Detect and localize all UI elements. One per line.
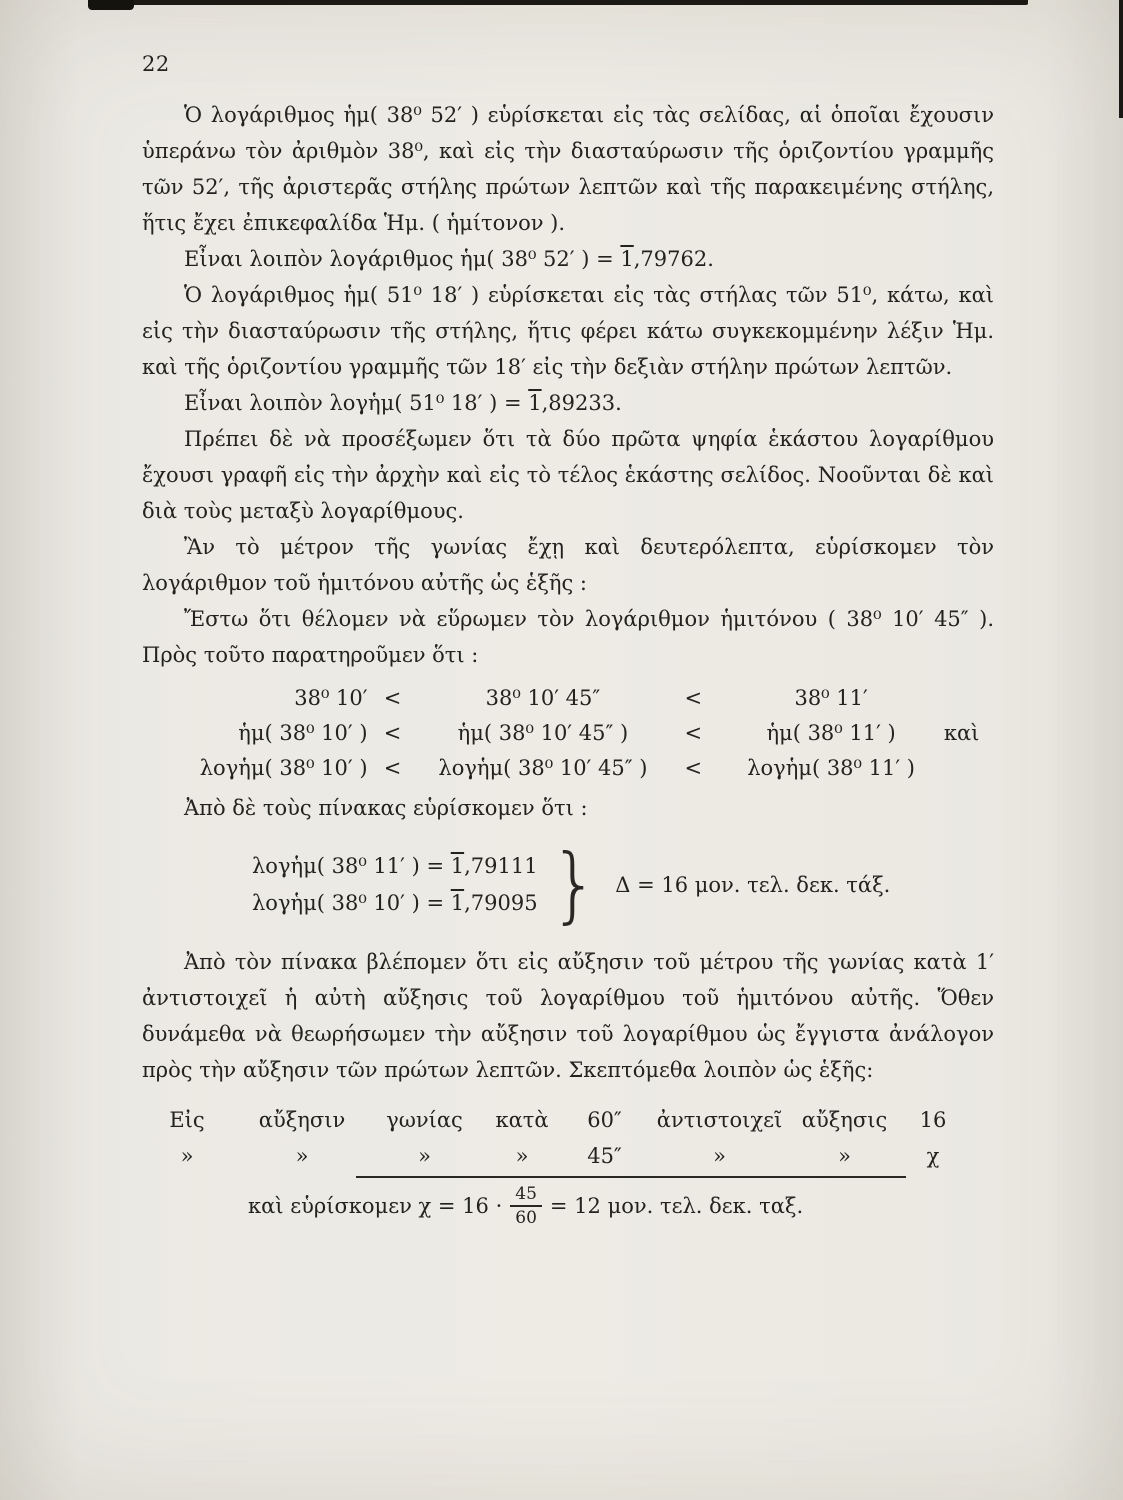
paragraph-5: Πρέπει δὲ νὰ προσέξωμεν ὅτι τὰ δύο πρῶτα ψηφία ἑκάστου λογαρίθμου ἔχουσι γραφῆ εἰς τὴν ἀρχὴν καὶ εἰς τὸ τέλος ἑκάστης σελίδος. Νοοῦνται δὲ καὶ διὰ τοὺς μεταξὺ λογαρίθμους.: [142, 427, 994, 523]
paragraph-8: Ἀπὸ δὲ τοὺς πίνακας εὑρίσκομεν ὅτι :: [184, 796, 588, 820]
log-equation-1: [252, 848, 538, 885]
ditto-mark: »: [515, 1144, 529, 1168]
ditto-mark: »: [418, 1144, 431, 1168]
log-equation-2: [252, 885, 538, 922]
paragraph-6: Ἂν τὸ μέτρον τῆς γωνίας ἔχῃ καὶ δευτερόλεπτα, εὑρίσκομεν τὸν λογάριθμον τοῦ ἡμιτόνου αὐτῆς ὡς ἑξῆς :: [142, 535, 994, 595]
less-than-sign: <: [383, 756, 402, 780]
equation-post: ,79111: [464, 854, 538, 878]
inequality-cell: λογἡμ( 38⁰ 10′ ): [199, 756, 368, 780]
inequality-row-sines: [142, 716, 994, 751]
less-than-sign: <: [684, 756, 703, 780]
page-number: 22: [142, 52, 170, 76]
solution-pre: καὶ εὑρίσκομεν χ = 16 ·: [248, 1194, 503, 1219]
equation-post: ,79095: [464, 891, 538, 915]
scan-edge-right: [1119, 0, 1123, 118]
overlined-characteristic: 1: [528, 391, 542, 415]
rule3-cell: αὔξησιν: [258, 1108, 346, 1132]
equation-pre: λογἡμ( 38⁰ 10′ ) =: [252, 891, 451, 915]
paragraph-1: Ὁ λογάριθμος ἡμ( 38⁰ 52′ ) εὑρίσκεται εἰς τὰς σελίδας, αἱ ὁποῖαι ἔχουσιν ὑπεράνω τὸν ἀριθμὸν 38⁰, καὶ εἰς τὴν διασταύρωσιν τῆς ὁριζοντίου γραμμῆς τῶν 52′, τῆς ἀριστερᾶς στήλης πρώτων λεπτῶν καὶ τῆς παρακειμένης στήλης, ἥτις ἔχει ἐπικεφαλίδα Ἡμ. ( ἡμίτονον ).: [142, 103, 994, 235]
inequality-table: [142, 681, 994, 786]
equation-post: ,89233.: [541, 391, 622, 415]
rule3-cell: Εἰς: [169, 1108, 205, 1132]
inequality-tail: [944, 751, 994, 786]
page-content: [142, 97, 994, 1229]
inequality-cell: ἡμ( 38⁰ 11′ ): [766, 721, 896, 745]
equation-pre: λογἡμ( 38⁰ 11′ ) =: [252, 854, 451, 878]
less-than-sign: <: [383, 686, 402, 710]
rule3-cell: αὔξησις: [801, 1108, 888, 1132]
scan-edge-top: [88, 0, 1028, 5]
inequality-cell: ἡμ( 38⁰ 10′ ): [238, 721, 368, 745]
fraction-45-60: [510, 1184, 542, 1229]
right-brace: }: [549, 837, 600, 933]
log-difference-block: [252, 837, 994, 933]
inequality-cell: ἡμ( 38⁰ 10′ 45″ ): [457, 721, 629, 745]
inequality-cell: 38⁰ 11′: [794, 686, 868, 710]
inequality-row-angles: [142, 681, 994, 716]
inequality-cell: λογἡμ( 38⁰ 10′ 45″ ): [438, 756, 648, 780]
rule-of-three-block: [142, 1102, 994, 1174]
less-than-sign: <: [383, 721, 402, 745]
log-difference-equations: [252, 848, 538, 922]
equation-sin-38-52: [142, 241, 994, 277]
solution-post: = 12 μον. τελ. δεκ. ταξ.: [549, 1194, 804, 1219]
ditto-mark: »: [295, 1144, 309, 1168]
ditto-mark: »: [180, 1144, 194, 1168]
inequality-tail: [944, 681, 994, 716]
less-than-sign: <: [684, 721, 703, 745]
delta-result: Δ = 16 μον. τελ. δεκ. τάξ.: [615, 873, 891, 897]
rule3-cell: χ: [926, 1144, 940, 1168]
equation-pre: Εἶναι λοιπὸν λογἡμ( 51⁰ 18′ ) =: [184, 391, 529, 415]
equation-sin-51-18: [142, 385, 994, 421]
less-than-sign: <: [684, 686, 703, 710]
rule3-cell: ἀντιστοιχεῖ: [656, 1108, 783, 1132]
overlined-characteristic: 1: [450, 891, 465, 915]
fraction-numerator: 45: [510, 1184, 542, 1207]
overlined-characteristic: 1: [450, 854, 465, 878]
rule3-cell: κατὰ: [495, 1108, 549, 1132]
paragraph-9: Ἀπὸ τὸν πίνακα βλέπομεν ὅτι εἰς αὔξησιν τοῦ μέτρου τῆς γωνίας κατὰ 1′ ἀντιστοιχεῖ ἡ αὐτὴ αὔξησις τοῦ λογαρίθμου τοῦ ἡμιτόνου αὐτῆς. Ὅθεν δυνάμεθα νὰ θεωρήσωμεν τὴν αὔξησιν τοῦ λογαρίθμου ὡς ἔγγιστα ἀνάλογον πρὸς τὴν αὔξησιν τῶν πρώτων λεπτῶν. Σκεπτόμεθα λοιπὸν ὡς ἑξῆς:: [142, 950, 994, 1082]
equation-post: ,79762.: [633, 247, 714, 271]
scan-edge-top-blob: [88, 0, 134, 10]
inequality-tail: καὶ: [943, 721, 980, 745]
rule-of-three-row-1: [142, 1102, 974, 1138]
ditto-mark: »: [713, 1144, 726, 1168]
rule3-cell: 16: [919, 1108, 947, 1132]
rule-of-three-underline: [356, 1176, 906, 1178]
inequality-cell: 38⁰ 10′ 45″: [485, 686, 601, 710]
inequality-row-logsines: [142, 751, 994, 786]
fraction-denominator: 60: [515, 1208, 537, 1229]
paragraph-3: Ὁ λογάριθμος ἡμ( 51⁰ 18′ ) εὑρίσκεται εἰς τὰς στήλας τῶν 51⁰, κάτω, καὶ εἰς τὴν διασταύρωσιν τῆς στήλης, ἥτις φέρει κάτω συγκεκομμένην λέξιν Ἡμ. καὶ τῆς ὁριζοντίου γραμμῆς τῶν 18′ εἰς τὴν δεξιὰν στήλην πρώτων λεπτῶν.: [142, 283, 994, 379]
inequality-cell: 38⁰ 10′: [294, 686, 368, 710]
equation-pre: Εἶναι λοιπὸν λογάριθμος ἡμ( 38⁰ 52′ ) =: [184, 247, 621, 271]
solution-line: [142, 1184, 994, 1229]
rule3-cell: 45″: [587, 1144, 622, 1168]
paragraph-7: Ἔστω ὅτι θέλομεν νὰ εὕρωμεν τὸν λογάριθμον ἡμιτόνου ( 38⁰ 10′ 45″ ). Πρὸς τοῦτο παρατηροῦμεν ὅτι :: [142, 607, 994, 667]
ditto-mark: »: [838, 1144, 851, 1168]
rule3-cell: 60″: [587, 1108, 622, 1132]
rule-of-three-table: [142, 1102, 974, 1174]
rule-of-three-row-2: [142, 1138, 974, 1174]
overlined-characteristic: 1: [620, 247, 634, 271]
inequality-cell: λογἡμ( 38⁰ 11′ ): [747, 756, 915, 780]
rule3-cell: γωνίας: [386, 1108, 463, 1132]
